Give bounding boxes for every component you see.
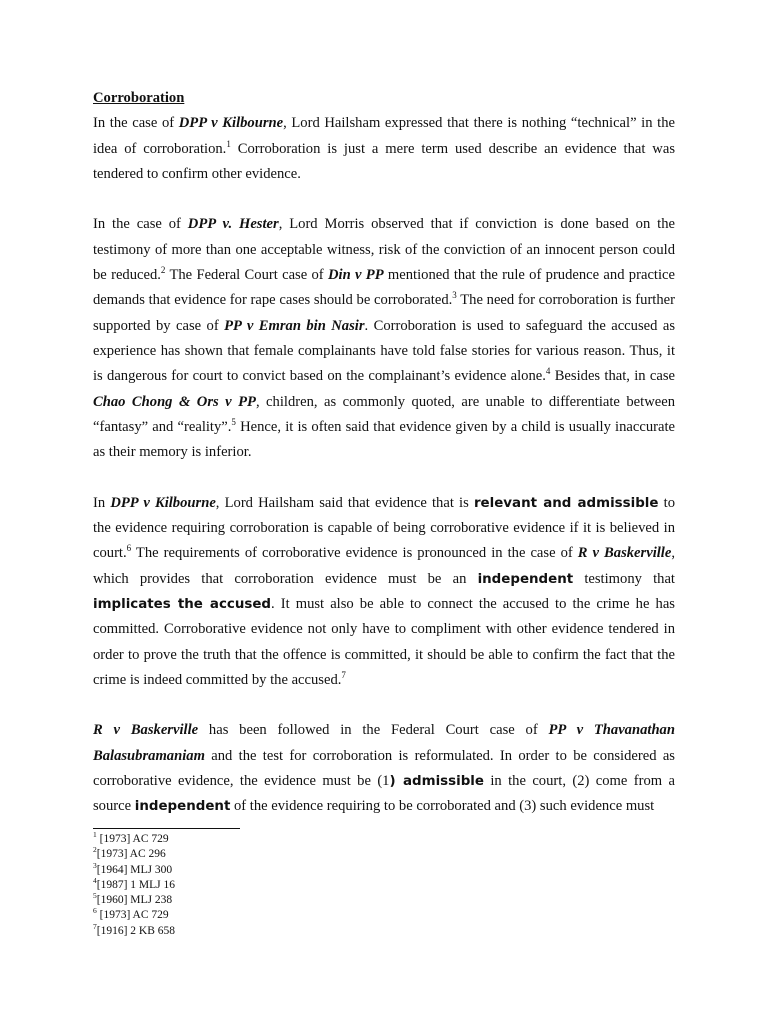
footnote-number: 4 — [93, 876, 97, 886]
footnote-text: [1973] AC 296 — [96, 848, 166, 861]
paragraph-1 — [93, 111, 675, 187]
text-run: and the test for corroboration is reformulated. In order to be considered as corroborative evidence, the evidence must be (1 — [93, 747, 675, 790]
section-heading: Corroboration — [93, 90, 185, 106]
footnote — [93, 847, 393, 862]
case-name: DPP v. Hester — [187, 216, 279, 233]
text-run: , children, as commonly quoted, are unable to differentiate between “fantasy” and “reality”. — [93, 393, 675, 435]
text-run: Corroboration is just a mere term used describe an evidence that was tendered to confirm other evidence. — [93, 140, 675, 182]
text-run: mentioned that the rule of prudence and practice demands that evidence for rape cases should be corroborated. — [93, 267, 675, 309]
footnote — [93, 878, 393, 893]
text-run: in the court, (2) come from a source — [93, 773, 676, 815]
text-run: of the evidence requiring to be corroborated and (3) such evidence must — [230, 798, 655, 815]
footnote-separator — [93, 828, 240, 829]
text-run: In — [93, 494, 111, 511]
case-name: Din v PP — [327, 267, 384, 284]
bold-term: independent — [134, 799, 231, 815]
text-run: The Federal Court case of — [165, 267, 328, 284]
case-name: R v Baskerville — [93, 722, 199, 739]
footnote — [93, 860, 393, 878]
footnote-ref: 5 — [231, 417, 236, 427]
footnote-number: 2 — [93, 845, 97, 855]
footnote-ref: 6 — [126, 543, 132, 554]
footnote-number: 7 — [93, 921, 97, 931]
footnote-text: [1964] MLJ 300 — [96, 863, 173, 876]
footnote-ref: 1 — [226, 138, 231, 149]
paragraph-2 — [93, 212, 675, 465]
bold-term: implicates the accused — [93, 596, 272, 612]
bold-term: relevant and admissible — [473, 495, 659, 511]
footnote-text: [1987] 1 MLJ 16 — [96, 878, 176, 891]
footnote — [93, 921, 393, 939]
case-name: PP v Emran bin Nasir — [224, 317, 365, 334]
case-name: PP v Thavanathan Balasubramaniam — [93, 722, 675, 764]
text-run: to the evidence requiring corroboration is capable of being corroborative evidence if it is believed in court. — [93, 494, 676, 562]
footnote-text: [1916] 2 KB 658 — [96, 924, 176, 937]
footnote — [93, 832, 393, 847]
footnote-number: 5 — [93, 891, 97, 901]
footnote-number: 3 — [93, 860, 97, 870]
document-body — [93, 86, 675, 820]
text-run: , which provides that corroboration evidence must be an — [93, 545, 675, 587]
text-run: Besides that, in case — [550, 368, 675, 385]
text-run: The need for corroboration is further supported by case of — [93, 292, 675, 334]
text-run: , Lord Morris observed that if conviction is done based on the testimony of more than one acceptable witness, risk of the conviction of an innocent person could be reduced. — [93, 216, 675, 284]
footnote-text: [1973] AC 729 — [96, 909, 169, 922]
text-run: testimony that — [573, 570, 675, 587]
text-run: , Lord Hailsham expressed that there is nothing “technical” in the idea of corroboration. — [93, 115, 675, 157]
bold-term: ) admissible — [389, 774, 484, 790]
text-run: has been followed in the Federal Court case of — [198, 722, 549, 739]
paragraph-3 — [93, 491, 675, 693]
case-name: DPP v Kilbourne — [178, 115, 284, 132]
footnote-ref: 7 — [341, 669, 346, 680]
paragraph-4 — [93, 718, 675, 819]
footnote-ref: 4 — [545, 366, 551, 377]
text-run: The requirements of corroborative evidence is pronounced in the case of — [131, 545, 578, 562]
footnote-number: 1 — [93, 830, 97, 840]
text-run: In the case of — [93, 115, 179, 132]
case-name: R v Baskerville — [577, 545, 672, 562]
footnote-text: [1960] MLJ 238 — [96, 894, 173, 907]
footnote-ref: 3 — [452, 290, 457, 301]
text-run: In the case of — [93, 216, 188, 233]
text-run: Hence, it is often said that evidence given by a child is usually inaccurate as their memory is inferior. — [93, 418, 675, 461]
footnote — [93, 893, 393, 908]
text-run: , Lord Hailsham said that evidence that is — [215, 494, 474, 511]
case-name: Chao Chong & Ors v PP — [93, 393, 256, 410]
bold-term: independent — [477, 571, 574, 587]
footnotes — [93, 832, 393, 939]
footnote-text: [1973] AC 729 — [96, 833, 169, 845]
footnote-number: 6 — [93, 906, 97, 916]
text-run: . Corroboration is used to safeguard the accused as experience has shown that female complainants have told false stories for various reason. Thus, it is dangerous for court to convict based on the complainant’s evidence alone. — [93, 317, 675, 385]
footnote — [93, 908, 393, 923]
text-run: . It must also be able to connect the accused to the crime he has committed. Corroborative evidence not only have to compliment with other evidence tendered in order to prove the truth that the offence is committed, it should be able to confirm the fact that the crime is indeed committed by the accused. — [93, 595, 675, 688]
footnote-ref: 2 — [160, 265, 166, 276]
case-name: DPP v Kilbourne — [110, 494, 216, 511]
